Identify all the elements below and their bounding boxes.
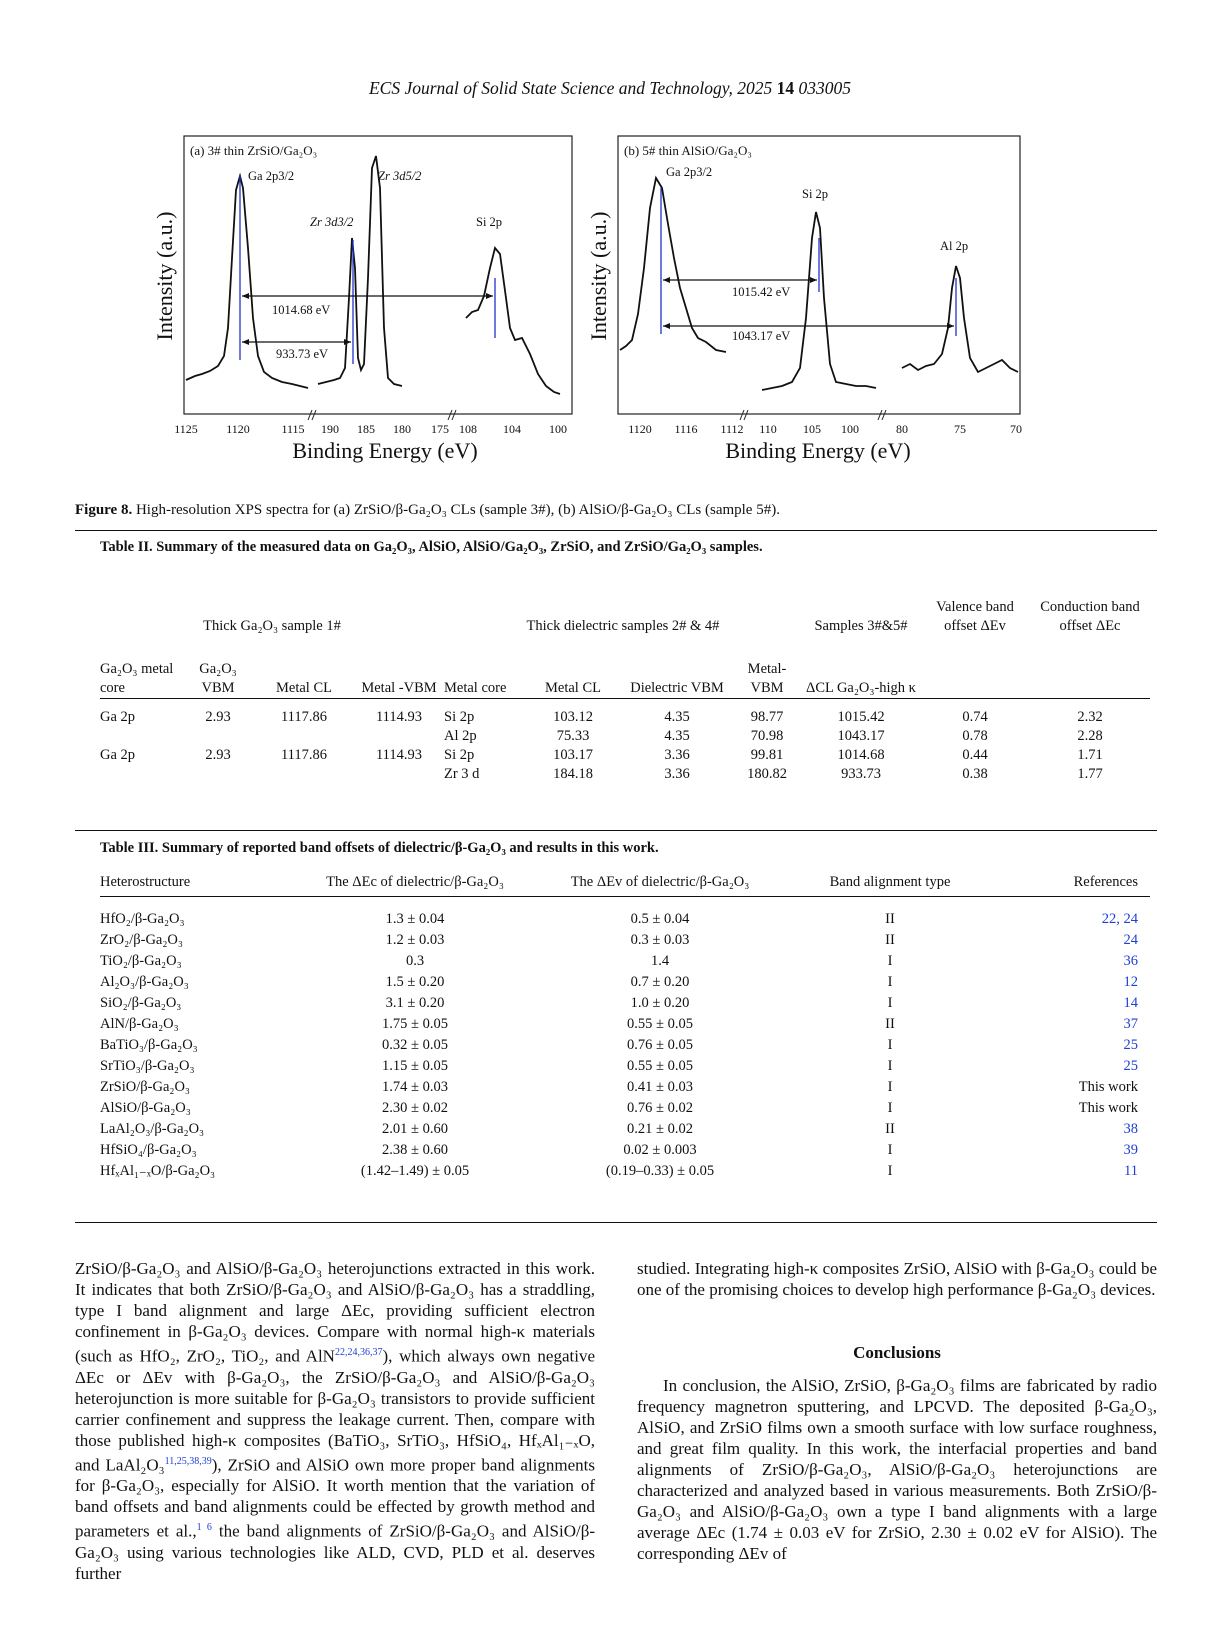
arrow-label-933: 933.73 eV xyxy=(276,347,329,361)
panel-a-title: (a) 3# thin ZrSiO/Ga₂O₃ xyxy=(190,143,318,158)
t2-h-metal-core: Metal core xyxy=(444,679,507,696)
tick-b-1112: 1112 xyxy=(720,422,744,436)
t2-group-thick-ga2o3: Thick Ga₂O₃ sample 1# xyxy=(203,618,341,634)
t3-row: LaAl₂O₃/β-Ga₂O₃ 2.01 ± 0.60 0.21 ± 0.02 II 38 xyxy=(100,1119,1150,1140)
ref-link[interactable]: 39 xyxy=(1123,1141,1138,1158)
table2-caption: Table II. Summary of the measured data on Ga₂O₃, AlSiO, AlSiO/Ga₂O₃, ZrSiO, and ZrSiO/Ga₂O₃ samples. xyxy=(100,539,763,555)
t2-h-delta-cl: ΔCL Ga₂O₃-high κ xyxy=(806,679,916,696)
t2-h-metal-cl: Metal CL xyxy=(276,679,332,696)
body-paragraph: ZrSiO/β-Ga₂O₃ and AlSiO/β-Ga₂O₃ heterojunctions extracted in this work. It indicates that both ZrSiO/β-Ga₂O₃ and AlSiO/β-Ga₂O₃ has a straddling, type I band alignment and large ΔEc, providing sufficient electron confinement in β-Ga₂O₃ devices. Compare with normal high-κ materials (such as HfO₂, ZrO₂, TiO₂, and AlN$^{22,24,36,37}$), which always own negative ΔEc or ΔEv with β-Ga₂O₃, the ZrSiO/β-Ga₂O₃ and AlSiO/β-Ga₂O₃ heterojunction is more suitable for β-Ga₂O₃ transistors to provide sufficient carrier confinement and suppress the leakage current. Then, compare with those published high-κ composites (BaTiO₃, SrTiO₃, HfSiO₄, HfₓAl₁₋ₓO, and LaAl₂O₃$^{11,25,38,39}$), ZrSiO and AlSiO own more proper band alignments for β-Ga₂O₃, especially for AlSiO. It worth mention that the variation of band offsets and band alignments could be effected by growth method and parameters et al.,$^{1 6}$ the band alignments of ZrSiO/β-Ga₂O₃ and AlSiO/β-Ga₂O₃ using various technologies like ALD, CVD, PLD et al. deserves further xyxy=(75,1259,596,1583)
journal-year: 2025 xyxy=(737,78,773,98)
peak-label-ga2p-b: Ga 2p3/2 xyxy=(666,165,713,179)
t3-h-delta-ev: The ΔEv of dielectric/β-Ga₂O₃ xyxy=(570,874,750,891)
t2-h-dielectric-vbm: Dielectric VBM xyxy=(630,679,724,696)
section-heading-conclusions: Conclusions xyxy=(853,1343,941,1362)
axis-break-marks-b xyxy=(740,410,886,420)
t3-row: BaTiO₃/β-Ga₂O₃ 0.32 ± 0.05 0.76 ± 0.05 I 25 xyxy=(100,1035,1150,1056)
t3-row: HfO₂/β-Ga₂O₃ 1.3 ± 0.04 0.5 ± 0.04 II 22, 24 xyxy=(100,909,1150,930)
t3-row: Al₂O₃/β-Ga₂O₃ 1.5 ± 0.20 0.7 ± 0.20 I 12 xyxy=(100,972,1150,993)
ref-link[interactable]: 24 xyxy=(1123,931,1138,948)
panel-a-ylabel: Intensity (a.u.) xyxy=(152,211,177,341)
t2-row: Zr 3 d 184.18 3.36 180.82 933.73 0.38 1.77 xyxy=(444,766,1103,782)
panel-a xyxy=(152,136,572,463)
t2-row: Ga 2p 2.93 1117.86 1114.93 Si 2p 103.12 4.35 98.77 1015.42 0.74 2.32 xyxy=(100,709,1103,725)
t2-row: Al 2p 75.33 4.35 70.98 1043.17 0.78 2.28 xyxy=(444,728,1103,744)
peak-markers-b xyxy=(661,188,956,336)
citation-link[interactable]: 11,25,38,39 xyxy=(164,1455,212,1467)
t2-h-ga2o3-core: Ga₂O₃ metal core xyxy=(100,660,174,696)
tick-b-110: 110 xyxy=(759,422,777,436)
t3-h-heterostructure: Heterostructure xyxy=(100,874,191,891)
table3-top-rule xyxy=(75,830,1157,831)
t2-row: Ga 2p 2.93 1117.86 1114.93 Si 2p 103.17 3.36 99.81 1014.68 0.44 1.71 xyxy=(100,747,1103,763)
body-right-column xyxy=(637,1258,1157,1564)
figure-caption-label: Figure 8. xyxy=(75,502,133,518)
t3-row: TiO₂/β-Ga₂O₃ 0.3 1.4 I 36 xyxy=(100,951,1150,972)
ref-link[interactable]: 25 xyxy=(1123,1036,1138,1053)
body-left-column xyxy=(75,1258,595,1584)
panel-b xyxy=(586,136,1022,463)
ref-link[interactable]: 38 xyxy=(1123,1120,1138,1137)
tick-a-1125: 1125 xyxy=(174,422,198,436)
t3-h-delta-ec: The ΔEc of dielectric/β-Ga₂O₃ xyxy=(326,874,504,891)
table3-bottom-rule xyxy=(75,1222,1157,1223)
ref-link[interactable]: 37 xyxy=(1123,1015,1138,1032)
ref-link[interactable]: 12 xyxy=(1123,973,1138,990)
arrow-label-1043: 1043.17 eV xyxy=(732,329,791,343)
ref-link[interactable]: 11 xyxy=(1124,1162,1138,1179)
t3-row: AlN/β-Ga₂O₃ 1.75 ± 0.05 0.55 ± 0.05 II 37 xyxy=(100,1014,1150,1035)
t2-h-metal-cl-2: Metal CL xyxy=(545,679,601,696)
t3-row: ZrO₂/β-Ga₂O₃ 1.2 ± 0.03 0.3 ± 0.03 II 24 xyxy=(100,930,1150,951)
tick-a-190: 190 xyxy=(321,422,339,436)
t3-row: ZrSiO/β-Ga₂O₃ 1.74 ± 0.03 0.41 ± 0.03 I This work xyxy=(100,1078,1138,1095)
axis-break-marks-a xyxy=(308,410,456,420)
journal-name: ECS Journal of Solid State Science and Technology xyxy=(368,78,729,98)
table3 xyxy=(100,870,1150,1182)
t2-group-conduction: Conduction band offset ΔEc xyxy=(1040,599,1140,634)
peak-label-ga2p: Ga 2p3/2 xyxy=(248,169,295,183)
t3-row: SrTiO₃/β-Ga₂O₃ 1.15 ± 0.05 0.55 ± 0.05 I 25 xyxy=(100,1056,1150,1077)
tick-b-75: 75 xyxy=(954,422,966,436)
panel-b-title: (b) 5# thin AlSiO/Ga₂O₃ xyxy=(624,143,752,158)
ref-link[interactable]: 22, 24 xyxy=(1101,910,1138,927)
panel-b-ylabel: Intensity (a.u.) xyxy=(586,211,611,341)
figure-8 xyxy=(150,128,1070,480)
tick-a-100: 100 xyxy=(549,422,567,436)
peak-label-zr3d32: Zr 3d3/2 xyxy=(310,215,354,229)
t3-row: AlSiO/β-Ga₂O₃ 2.30 ± 0.02 0.76 ± 0.02 I This work xyxy=(100,1099,1138,1116)
t3-h-alignment: Band alignment type xyxy=(829,874,951,891)
running-header: ECS Journal of Solid State Science and Technology, 2025 14 033005 xyxy=(368,78,851,98)
spectrum-b-al xyxy=(902,266,1018,372)
citation-link[interactable]: 1 6 xyxy=(196,1522,212,1534)
arrow-label-1015: 1015.42 eV xyxy=(732,285,791,299)
tick-a-104: 104 xyxy=(503,422,521,436)
tick-b-105: 105 xyxy=(803,422,821,436)
arrow-label-1014: 1014.68 eV xyxy=(272,303,331,317)
tick-a-180: 180 xyxy=(393,422,411,436)
citation-link[interactable]: 22,24,36,37 xyxy=(334,1347,383,1358)
tick-b-80: 80 xyxy=(896,422,908,436)
table2 xyxy=(100,598,1150,784)
t3-row: HfSiO₄/β-Ga₂O₃ 2.38 ± 0.60 0.02 ± 0.003 I 39 xyxy=(100,1140,1150,1161)
panel-b-xlabel: Binding Energy (eV) xyxy=(725,438,911,463)
tick-b-1116: 1116 xyxy=(674,422,698,436)
t2-group-thick-dielectric: Thick dielectric samples 2# & 4# xyxy=(526,618,720,634)
peak-label-zr3d52: Zr 3d5/2 xyxy=(378,169,422,183)
t2-h-metal-vbm: Metal -VBM xyxy=(361,679,437,696)
t3-row: HfₓAl₁₋ₓO/β-Ga₂O₃ (1.42–1.49) ± 0.05 (0.19–0.33) ± 0.05 I 11 xyxy=(100,1161,1150,1182)
ref-link[interactable]: 14 xyxy=(1123,994,1138,1011)
panel-a-xlabel: Binding Energy (eV) xyxy=(292,438,478,463)
peak-label-si2p-b: Si 2p xyxy=(802,187,829,201)
spectrum-a-si xyxy=(466,248,560,394)
article-number: 033005 xyxy=(798,78,851,98)
figure-caption-text: High-resolution XPS spectra for (a) ZrSiO/β-Ga₂O₃ CLs (sample 3#), (b) AlSiO/β-Ga₂O₃ CLs (sample 5#). xyxy=(135,502,780,518)
t2-h-metal-vbm-2: Metal- VBM xyxy=(747,660,787,696)
tick-b-1120: 1120 xyxy=(628,422,652,436)
ref-link[interactable]: 36 xyxy=(1123,952,1138,969)
body-paragraph: In conclusion, the AlSiO, ZrSiO, β-Ga₂O₃ films are fabricated by radio frequency magnetron sputtering, and LPCVD. The deposited β-Ga₂O₃, AlSiO, and ZrSiO films own a smooth surface with low surface roughness, and great film quality. In this work, the interfacial properties and band alignments of ZrSiO/β-Ga₂O₃, AlSiO/β-Ga₂O₃ heterojunctions are characterized and analyzed based in various measurements. Both ZrSiO/β-Ga₂O₃ and AlSiO/β-Ga₂O₃ own a type I band alignments with a large average ΔEc (1.74 ± 0.03 eV for ZrSiO, 2.30 ± 0.02 eV for AlSiO). The corresponding ΔEv of xyxy=(637,1376,1157,1563)
tick-a-108: 108 xyxy=(459,422,477,436)
tick-a-1120: 1120 xyxy=(226,422,250,436)
figure-caption xyxy=(75,502,780,519)
tick-a-175: 175 xyxy=(431,422,449,436)
journal-volume: 14 xyxy=(776,78,795,98)
t3-row: SiO₂/β-Ga₂O₃ 3.1 ± 0.20 1.0 ± 0.20 I 14 xyxy=(100,993,1150,1014)
tick-a-185: 185 xyxy=(357,422,375,436)
ref-link[interactable]: 25 xyxy=(1123,1057,1138,1074)
table3-caption: Table III. Summary of reported band offsets of dielectric/β-Ga₂O₃ and results in this work. xyxy=(100,840,659,856)
peak-label-al2p: Al 2p xyxy=(940,239,969,253)
tick-b-100: 100 xyxy=(841,422,859,436)
table2-top-rule xyxy=(75,530,1157,531)
t2-h-vbm: Ga₂O₃ VBM xyxy=(199,660,237,696)
tick-a-1115: 1115 xyxy=(281,422,305,436)
tick-b-70: 70 xyxy=(1010,422,1022,436)
peak-label-si2p-a: Si 2p xyxy=(476,215,503,229)
t2-group-samples: Samples 3#&5# xyxy=(814,618,908,634)
t3-h-references: References xyxy=(1073,874,1138,891)
spectrum-a-zr xyxy=(318,156,402,386)
body-paragraph: studied. Integrating high-κ composites ZrSiO, AlSiO with β-Ga₂O₃ could be one of the promising choices to develop high performance β-Ga₂O₃ devices. xyxy=(637,1259,1157,1299)
t2-group-valence: Valence band offset ΔEv xyxy=(936,599,1014,634)
